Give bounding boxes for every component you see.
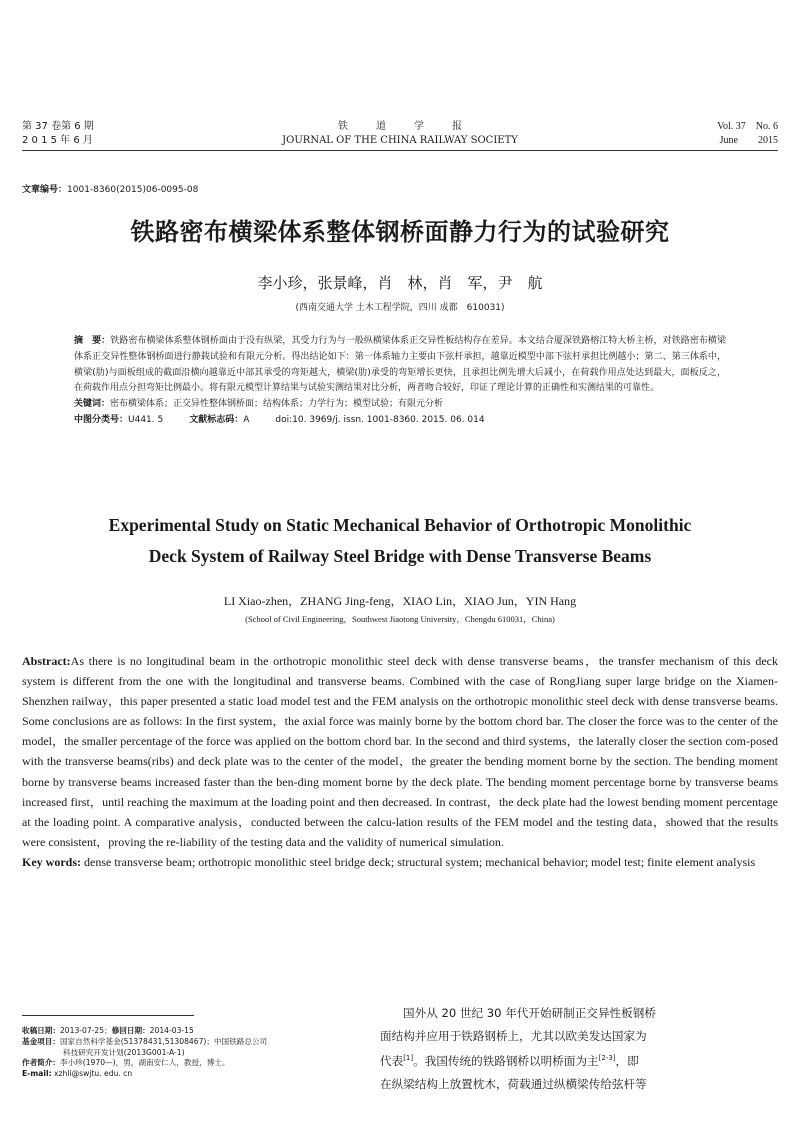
abstract-en-block — [22, 651, 778, 872]
title-cn: 铁路密布横梁体系整体钢桥面静力行为的试验研究 — [130, 218, 670, 246]
keywords-cn — [74, 397, 726, 413]
body-line-3c: ，即 — [615, 1054, 639, 1069]
body-line-1: 国外从 20 世纪 30 年代开始研制正交异性板钢桥 — [403, 1006, 656, 1020]
header-volume-cn: 第 37 卷第 6 期 — [22, 121, 94, 132]
header-volume-en: Vol. 37 No. 6 — [717, 121, 778, 132]
abstract-en — [22, 651, 778, 852]
fund-line2: 科技研究开发计划(2013G001-A-1) — [63, 1047, 185, 1057]
footnotes — [22, 1026, 367, 1080]
body-line-3a: 代表 — [380, 1054, 404, 1069]
header-date-cn: 2 0 1 5 年 6 月 — [22, 135, 93, 146]
authors-en: LI Xiao-zhen，ZHANG Jing-feng，XIAO Lin，XIAO Jun，YIN Hang — [223, 594, 577, 608]
body-line-2: 面结构并应用于铁路钢桥上，尤其以欧美发达国家为 — [380, 1028, 647, 1043]
citation-2-3[interactable]: [2-3] — [598, 1054, 616, 1063]
body-line-4: 在纵梁结构上放置枕木，荷载通过纵横梁传给弦杆等 — [380, 1076, 647, 1091]
keywords-cn-text: 密布横梁体系；正交异性整体钢桥面；结构体系；力学行为；模型试验；有限元分析 — [110, 399, 444, 410]
received-label: 收稿日期： — [22, 1026, 60, 1035]
body-line-3 — [380, 1047, 778, 1072]
body-text-column — [380, 1002, 778, 1095]
header-center — [200, 120, 600, 148]
article-number — [22, 182, 198, 195]
keywords-cn-label: 关键词： — [74, 399, 111, 410]
fund-line1: 国家自然科学基金(51378431,51308467)；中国铁路总公司 — [59, 1036, 268, 1046]
doc-code-label: 文献标志码： — [189, 414, 244, 425]
email-address: xzhli@swjtu. edu. cn — [54, 1069, 133, 1079]
header-right — [600, 120, 778, 148]
abstract-cn-block — [74, 334, 726, 429]
abstract-cn-text: 铁路密布横梁体系整体钢桥面由于没有纵梁，其受力行为与一般纵横梁体系正交异性板结构存在差异。本文结合厦深铁路榕江特大桥主桥，对铁路密布横梁体系正交异性整体钢桥面进行静载试验和有限元分析。得出结论如下：第一体系轴力主要由下弦杆承担，越靠近模型中部下弦杆承担比例越小；第二、第三体系中，横梁(肋)与面板组成的截面沿横向越靠近中部其承受的弯矩越大，横梁(肋)承受的弯矩增长更快，且承担比例先增大后减小，在荷载作用点处达到最大，面板反之，在荷载作用点分担弯矩比例最小。将有限元模型计算结果与试验实测结果对比分析，两者吻合较好，印证了理论计算的正确性和实测结果的可靠性。 — [74, 336, 726, 394]
doc-code-value: A — [243, 414, 250, 425]
clc-value: U441. 5 — [128, 414, 164, 425]
citation-1[interactable]: [1] — [403, 1054, 414, 1063]
author-bio-label: 作者简介： — [22, 1058, 60, 1068]
footnote-dates — [22, 1026, 367, 1037]
title-en-line2: Deck System of Railway Steel Bridge with Dense Transverse Beams — [148, 546, 652, 566]
header-left — [22, 120, 94, 148]
authors-cn: 李小珍，张景峰，肖 林，肖 军，尹 航 — [257, 274, 543, 292]
revised-label: 修回日期： — [111, 1026, 150, 1035]
email-label: E-mail: — [22, 1069, 52, 1079]
abstract-cn — [74, 334, 726, 397]
footnote-fund — [22, 1037, 367, 1048]
keywords-en-label: Key words: — [22, 854, 81, 869]
doi: doi:10. 3969/j. issn. 1001-8360. 2015. 06. 014 — [275, 414, 485, 425]
article-number-label: 文章编号： — [22, 185, 68, 195]
abstract-cn-label: 摘 要： — [74, 336, 111, 346]
affiliation-en: (School of Civil Engineering，Southwest Jiaotong University，Chengdu 610031，China) — [245, 614, 555, 624]
author-bio: 李小珍(1970—)，男，湖南安仁人，教授，博士。 — [59, 1058, 230, 1068]
clc-label: 中图分类号： — [74, 414, 129, 425]
footnote-author — [22, 1058, 367, 1069]
classification-line — [74, 413, 726, 429]
keywords-en-text: dense transverse beam; orthotropic monolithic steel bridge deck; structural system; mechanical behavior; model test; finite element analysis — [84, 854, 756, 869]
header-date-en: June 2015 — [719, 135, 778, 146]
footnote-email — [22, 1069, 367, 1080]
journal-name-cn: 铁道学报 — [338, 121, 490, 132]
body-line-3b: 。我国传统的铁路钢桥以明桥面为主 — [413, 1054, 599, 1069]
title-en — [22, 510, 778, 572]
title-en-line1: Experimental Study on Static Mechanical Behavior of Orthotropic Monolithic — [108, 515, 692, 535]
revised-date: 2014-03-15 — [149, 1026, 194, 1035]
abstract-en-label: Abstract: — [22, 654, 71, 668]
footnote-rule — [22, 1015, 194, 1016]
header-rule — [22, 150, 778, 151]
keywords-en — [22, 852, 778, 872]
journal-name-en: JOURNAL OF THE CHINA RAILWAY SOCIETY — [282, 135, 518, 146]
article-number-value: 1001-8360(2015)06-0095-08 — [67, 185, 199, 195]
affiliation-cn: (西南交通大学 土木工程学院，四川 成都 610031) — [295, 303, 505, 313]
abstract-en-text: As there is no longitudinal beam in the orthotropic monolithic steel deck with dense transverse beams，the transfer mechanism of this deck system is different from the one with the longitudinal and transverse beams. Combined with the case of RongJiang super large bridge on the Xiamen-Shenzhen railway，this paper presented a static load model test and the FEM analysis on the orthotropic monolithic steel deck with dense transverse beams. Some conclusions are as follows: In the first system，the axial force was mainly borne by the bottom chord bar. The closer the force was to the center of the model，the smaller percentage of the force was applied on the bottom chord bar. In the second and third systems，the laterally closer the section com-posed with the transverse beams(ribs) and deck plate was to the center of the model，the greater the bending moment borne by the section. The bending moment borne by transverse beams increased faster than the ben-ding moment borne by the deck plate. The bending moment percentage borne by transverse beams increased first，until reaching the maximum at the loading point and then decreased. In contrast，the deck plate had the lowest bending moment percentage at the loading point. A comparative analysis，conducted between the calcu-lation results of the FEM model and the testing data，showed that the results were consistent，proving the re-liability of the testing data and the validity of numerical simulation. — [22, 654, 778, 849]
fund-label: 基金项目： — [22, 1036, 60, 1046]
received-date: 2013-07-25； — [59, 1026, 112, 1035]
